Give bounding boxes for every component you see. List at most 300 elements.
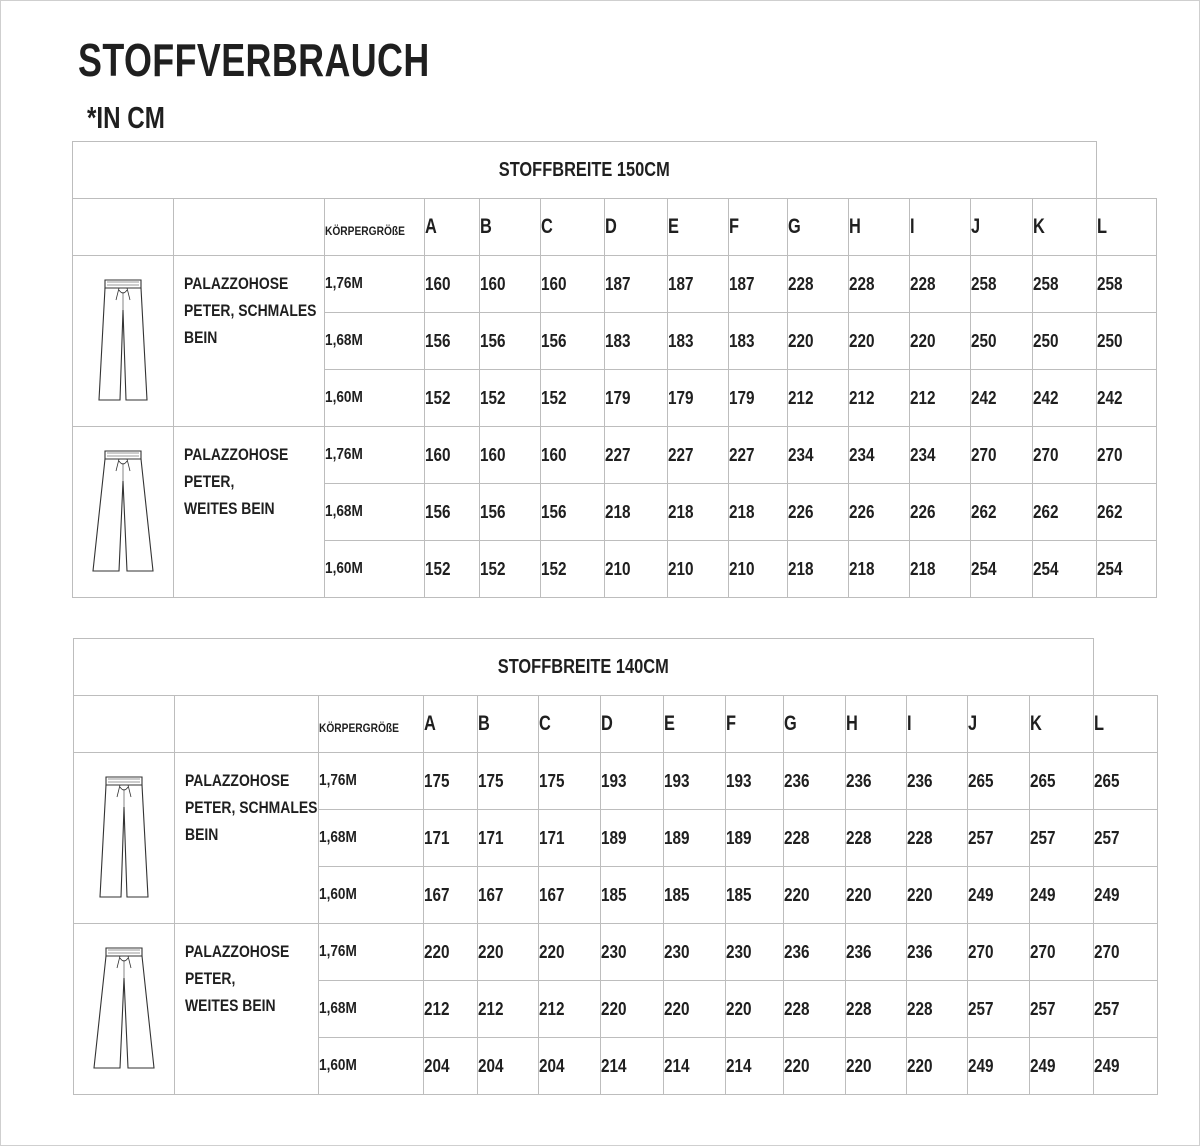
fabric-amount-cell [1030,924,1094,981]
fabric-amount-text: 220 [907,884,933,905]
fabric-amount-text: 220 [910,330,936,351]
fabric-amount-text: 189 [664,827,690,848]
product-label [175,924,319,1095]
fabric-amount-cell [726,981,784,1038]
fabric-amount-text: 242 [1033,387,1059,408]
size-header-text: KÖRPERGRÖßE [325,224,405,238]
fabric-amount-cell [539,810,601,867]
fabric-amount-text: 228 [788,273,814,294]
size-letter-text: E [664,712,675,735]
fabric-amount-cell [788,370,849,427]
fabric-amount-text: 220 [478,941,504,962]
size-letter-header [968,696,1030,753]
fabric-amount-cell [1097,370,1157,427]
fabric-amount-cell [480,484,541,541]
size-letter-text: J [968,712,978,735]
fabric-amount-cell [539,1038,601,1095]
fabric-amount-text: 227 [605,444,631,465]
body-height-cell [319,810,424,867]
fabric-amount-cell [478,810,539,867]
fabric-amount-text: 257 [1094,827,1120,848]
fabric-amount-text: 265 [968,770,994,791]
fabric-amount-cell [726,810,784,867]
body-height-text: 1,68M [319,829,357,846]
wide-leg-pants-icon [73,427,174,598]
fabric-amount-text: 187 [729,273,755,294]
fabric-amount-cell [968,981,1030,1038]
empty-header-cell [73,199,174,256]
size-letter-header [1094,696,1158,753]
fabric-amount-cell [968,1038,1030,1095]
body-height-text: 1,68M [319,1000,357,1017]
fabric-amount-text: 210 [729,558,755,579]
body-height-cell [319,867,424,924]
fabric-amount-text: 212 [539,998,565,1019]
size-letter-text: B [478,712,490,735]
fabric-amount-cell [605,427,668,484]
product-label-line: PALAZZOHOSE [184,274,289,293]
fabric-amount-text: 156 [425,501,451,522]
fabric-amount-cell [605,256,668,313]
product-label-line: PETER, [185,969,236,988]
size-letter-text: F [726,712,737,735]
empty-header-cell [175,696,319,753]
fabric-amount-text: 212 [849,387,875,408]
fabric-amount-cell [539,924,601,981]
fabric-amount-cell [846,867,907,924]
fabric-amount-text: 262 [971,501,997,522]
fabric-amount-text: 257 [968,827,994,848]
fabric-amount-text: 254 [1097,558,1123,579]
fabric-amount-text: 160 [480,444,506,465]
fabric-amount-text: 236 [907,941,933,962]
fabric-amount-text: 234 [910,444,936,465]
fabric-amount-text: 179 [605,387,631,408]
product-label-line: BEIN [185,825,219,844]
fabric-amount-text: 257 [1030,827,1056,848]
size-header-text: KÖRPERGRÖßE [319,721,399,735]
fabric-amount-text: 152 [425,387,451,408]
fabric-amount-text: 220 [784,1055,810,1076]
body-height-text: 1,68M [325,503,363,520]
fabric-amount-cell [601,1038,664,1095]
size-letter-text: H [846,712,858,735]
size-letter-header [784,696,846,753]
fabric-amount-cell [788,541,849,598]
fabric-amount-text: 187 [605,273,631,294]
fabric-amount-cell [1094,753,1158,810]
fabric-amount-cell [601,867,664,924]
size-letter-header [668,199,729,256]
size-letter-header [907,696,968,753]
fabric-amount-text: 265 [1094,770,1120,791]
fabric-amount-cell [424,924,478,981]
fabric-amount-text: 262 [1033,501,1059,522]
fabric-amount-text: 152 [541,558,567,579]
empty-header-cell [74,696,175,753]
fabric-amount-text: 249 [1094,884,1120,905]
fabric-amount-cell [541,541,605,598]
table-row [73,427,1157,484]
fabric-amount-text: 218 [910,558,936,579]
fabric-amount-text: 175 [539,770,565,791]
fabric-amount-cell [910,484,971,541]
product-label [174,256,325,427]
fabric-amount-cell [784,753,846,810]
body-height-text: 1,76M [319,943,357,960]
size-letter-header [971,199,1033,256]
fabric-amount-text: 234 [849,444,875,465]
fabric-amount-text: 152 [425,558,451,579]
fabric-amount-text: 185 [601,884,627,905]
fabric-amount-cell [849,256,910,313]
fabric-amount-text: 171 [539,827,565,848]
fabric-amount-cell [424,867,478,924]
body-height-text: 1,60M [319,886,357,903]
fabric-amount-text: 179 [729,387,755,408]
fabric-amount-text: 220 [846,884,872,905]
size-letter-text: L [1094,712,1105,735]
fabric-amount-cell [605,541,668,598]
fabric-amount-cell [1033,313,1097,370]
fabric-amount-cell [664,981,726,1038]
fabric-amount-text: 167 [424,884,450,905]
fabric-amount-text: 160 [425,444,451,465]
body-height-text: 1,60M [325,560,363,577]
fabric-amount-cell [971,370,1033,427]
header-row [74,696,1158,753]
fabric-amount-cell [968,867,1030,924]
fabric-amount-cell [1097,484,1157,541]
fabric-amount-text: 270 [1030,941,1056,962]
fabric-amount-text: 204 [424,1055,450,1076]
fabric-amount-text: 249 [968,884,994,905]
fabric-amount-cell [729,256,788,313]
size-letter-text: E [668,215,679,238]
fabric-amount-cell [1030,867,1094,924]
fabric-amount-cell [668,256,729,313]
fabric-amount-cell [784,810,846,867]
narrow-leg-pants-icon [73,256,174,427]
product-label-line: PALAZZOHOSE [184,445,289,464]
fabric-amount-cell [971,256,1033,313]
fabric-amount-text: 220 [424,941,450,962]
fabric-amount-text: 189 [601,827,627,848]
fabric-amount-cell [668,370,729,427]
fabric-amount-text: 228 [846,998,872,1019]
size-letter-header [1033,199,1097,256]
fabric-amount-cell [788,313,849,370]
fabric-amount-text: 228 [784,827,810,848]
size-letter-text: I [910,215,915,238]
body-height-text: 1,68M [325,332,363,349]
size-letter-header [424,696,478,753]
fabric-amount-cell [726,1038,784,1095]
size-letter-text: F [729,215,740,238]
fabric-amount-text: 250 [971,330,997,351]
fabric-amount-cell [478,867,539,924]
size-letter-text: C [541,215,553,238]
size-letter-text: J [971,215,981,238]
unit-note: *IN CM [87,100,165,135]
fabric-amount-text: 214 [601,1055,627,1076]
fabric-amount-text: 228 [910,273,936,294]
fabric-table-140 [73,638,1158,1095]
fabric-amount-text: 152 [480,387,506,408]
fabric-amount-cell [541,313,605,370]
body-height-cell [325,427,425,484]
fabric-amount-cell [1030,753,1094,810]
fabric-amount-cell [1030,981,1094,1038]
fabric-amount-cell [664,753,726,810]
size-letter-text: C [539,712,551,735]
fabric-amount-cell [788,256,849,313]
fabric-amount-cell [480,370,541,427]
fabric-amount-text: 228 [907,827,933,848]
fabric-amount-text: 185 [726,884,752,905]
fabric-amount-text: 249 [1030,1055,1056,1076]
fabric-amount-cell [601,753,664,810]
fabric-amount-text: 160 [480,273,506,294]
fabric-amount-text: 220 [664,998,690,1019]
fabric-amount-text: 226 [910,501,936,522]
fabric-amount-cell [788,427,849,484]
fabric-amount-cell [539,867,601,924]
table-caption-text: STOFFBREITE 140CM [497,655,670,678]
fabric-amount-text: 160 [425,273,451,294]
body-height-cell [319,753,424,810]
fabric-amount-cell [425,484,480,541]
fabric-amount-cell [968,924,1030,981]
fabric-amount-cell [968,753,1030,810]
size-header [325,199,425,256]
fabric-amount-cell [971,541,1033,598]
fabric-amount-text: 167 [539,884,565,905]
fabric-amount-text: 152 [480,558,506,579]
fabric-amount-cell [1033,256,1097,313]
body-height-text: 1,60M [325,389,363,406]
fabric-amount-text: 167 [478,884,504,905]
fabric-amount-cell [907,810,968,867]
size-letter-text: A [424,712,436,735]
fabric-amount-text: 228 [784,998,810,1019]
fabric-amount-text: 270 [1094,941,1120,962]
body-height-text: 1,76M [325,446,363,463]
body-height-cell [319,924,424,981]
fabric-amount-cell [1094,981,1158,1038]
fabric-amount-text: 212 [424,998,450,1019]
fabric-amount-cell [1033,427,1097,484]
product-label [175,753,319,924]
fabric-amount-text: 228 [846,827,872,848]
fabric-amount-cell [478,924,539,981]
fabric-amount-text: 258 [1033,273,1059,294]
fabric-amount-text: 171 [478,827,504,848]
fabric-amount-text: 220 [907,1055,933,1076]
fabric-amount-text: 236 [846,941,872,962]
product-label-line: PETER, [184,472,235,491]
fabric-amount-cell [910,313,971,370]
size-letter-header [478,696,539,753]
table-row [73,256,1157,313]
fabric-amount-text: 171 [424,827,450,848]
fabric-amount-text: 257 [1030,998,1056,1019]
fabric-amount-text: 193 [664,770,690,791]
fabric-amount-text: 270 [1097,444,1123,465]
fabric-amount-cell [424,810,478,867]
fabric-amount-cell [1030,810,1094,867]
table-row [74,924,1158,981]
body-height-cell [325,370,425,427]
fabric-amount-cell [726,753,784,810]
body-height-cell [319,1038,424,1095]
fabric-amount-cell [788,484,849,541]
fabric-amount-text: 160 [541,273,567,294]
table-row [74,753,1158,810]
fabric-amount-text: 242 [1097,387,1123,408]
fabric-amount-cell [846,924,907,981]
fabric-amount-text: 204 [478,1055,504,1076]
product-label-line: PALAZZOHOSE [185,942,290,961]
fabric-amount-cell [968,810,1030,867]
size-letter-header [788,199,849,256]
body-height-cell [325,313,425,370]
fabric-amount-cell [541,484,605,541]
fabric-amount-text: 249 [1030,884,1056,905]
fabric-amount-cell [1033,541,1097,598]
fabric-amount-cell [1094,867,1158,924]
fabric-amount-text: 210 [605,558,631,579]
fabric-amount-cell [1097,313,1157,370]
size-letter-text: A [425,215,437,238]
header-row [73,199,1157,256]
fabric-amount-text: 226 [849,501,875,522]
fabric-amount-text: 212 [910,387,936,408]
fabric-amount-text: 257 [1094,998,1120,1019]
size-letter-header [729,199,788,256]
fabric-amount-cell [601,981,664,1038]
fabric-amount-text: 270 [1033,444,1059,465]
page-title: STOFFVERBRAUCH [78,34,430,86]
fabric-amount-text: 249 [968,1055,994,1076]
fabric-amount-cell [1097,256,1157,313]
size-letter-header [539,696,601,753]
fabric-amount-cell [1030,1038,1094,1095]
fabric-amount-text: 210 [668,558,694,579]
fabric-amount-cell [605,370,668,427]
fabric-amount-text: 220 [788,330,814,351]
narrow-leg-pants-icon [74,753,175,924]
fabric-amount-cell [729,370,788,427]
fabric-amount-text: 156 [541,501,567,522]
fabric-amount-cell [971,313,1033,370]
fabric-amount-text: 234 [788,444,814,465]
fabric-amount-text: 254 [971,558,997,579]
size-letter-text: G [788,215,801,238]
fabric-amount-cell [971,427,1033,484]
fabric-amount-cell [846,810,907,867]
table-caption [73,142,1097,199]
fabric-amount-cell [664,1038,726,1095]
fabric-amount-text: 265 [1030,770,1056,791]
fabric-amount-cell [726,867,784,924]
fabric-amount-cell [1033,370,1097,427]
fabric-amount-text: 220 [601,998,627,1019]
size-letter-header [480,199,541,256]
size-letter-header [1030,696,1094,753]
fabric-amount-text: 185 [664,884,690,905]
size-letter-header [601,696,664,753]
fabric-amount-text: 218 [729,501,755,522]
fabric-amount-cell [478,981,539,1038]
fabric-amount-text: 254 [1033,558,1059,579]
table-caption [74,639,1094,696]
fabric-amount-cell [601,810,664,867]
fabric-amount-cell [1094,1038,1158,1095]
fabric-amount-cell [910,256,971,313]
fabric-amount-text: 227 [668,444,694,465]
product-label-line: PETER, SCHMALES [185,798,318,817]
size-letter-text: D [601,712,613,735]
fabric-amount-cell [1097,427,1157,484]
fabric-amount-cell [480,256,541,313]
product-label-line: BEIN [184,328,218,347]
fabric-amount-text: 156 [480,330,506,351]
size-letter-header [425,199,480,256]
fabric-amount-cell [425,313,480,370]
fabric-amount-cell [541,427,605,484]
fabric-amount-text: 220 [784,884,810,905]
size-letter-header [910,199,971,256]
size-letter-text: H [849,215,861,238]
fabric-amount-text: 218 [605,501,631,522]
body-height-text: 1,76M [325,275,363,292]
fabric-amount-cell [849,370,910,427]
fabric-amount-text: 214 [726,1055,752,1076]
body-height-cell [325,541,425,598]
fabric-amount-cell [605,313,668,370]
fabric-amount-cell [664,810,726,867]
fabric-amount-text: 228 [849,273,875,294]
body-height-cell [319,981,424,1038]
size-letter-text: I [907,712,912,735]
fabric-amount-text: 257 [968,998,994,1019]
product-label-line: WEITES BEIN [185,996,276,1015]
fabric-amount-cell [478,753,539,810]
fabric-amount-text: 236 [784,941,810,962]
fabric-amount-cell [664,867,726,924]
fabric-amount-cell [539,753,601,810]
fabric-amount-cell [541,370,605,427]
fabric-amount-text: 183 [605,330,631,351]
fabric-amount-text: 156 [425,330,451,351]
fabric-amount-text: 220 [846,1055,872,1076]
fabric-amount-text: 183 [668,330,694,351]
size-letter-text: D [605,215,617,238]
fabric-amount-cell [784,1038,846,1095]
fabric-amount-cell [907,867,968,924]
fabric-amount-text: 212 [788,387,814,408]
size-letter-header [664,696,726,753]
fabric-amount-text: 236 [846,770,872,791]
fabric-amount-text: 152 [541,387,567,408]
fabric-amount-cell [539,981,601,1038]
fabric-amount-cell [849,313,910,370]
wide-leg-pants-icon [74,924,175,1095]
product-label-line: WEITES BEIN [184,499,275,518]
size-letter-text: L [1097,215,1108,238]
size-letter-header [1097,199,1157,256]
